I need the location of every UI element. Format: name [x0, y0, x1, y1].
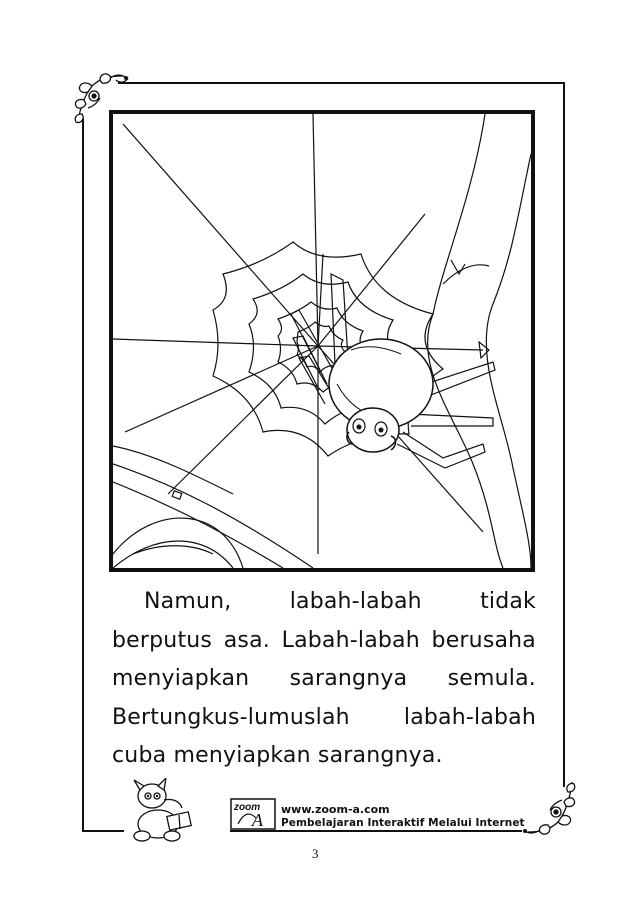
reading-mascot-icon	[128, 778, 202, 842]
frame-left-line	[82, 118, 84, 832]
story-text	[112, 583, 536, 776]
story-word: Labah-labah	[281, 627, 420, 653]
story-line-3	[112, 660, 536, 699]
story-line-4	[112, 699, 536, 738]
story-word: cuba menyiapkan sarangnya.	[112, 743, 443, 768]
brand-tagline: Pembelajaran Interaktif Melalui Internet	[281, 817, 525, 829]
story-line-2	[112, 622, 536, 661]
story-word: Bertungkus-lumuslah	[112, 704, 350, 730]
story-line-5	[112, 737, 536, 776]
page-number: 3	[312, 846, 319, 861]
spider-web-drawing	[113, 114, 531, 568]
story-word: labah-labah	[403, 704, 536, 730]
frame-bottom-line	[82, 830, 124, 832]
story-word: semula.	[447, 666, 536, 691]
frame-top-line	[118, 82, 564, 84]
logo-wordmark: zoom	[234, 802, 261, 813]
website-url[interactable]: www.zoom-a.com	[281, 803, 390, 816]
story-word: sarangnya	[289, 666, 408, 691]
story-word: berusaha	[431, 627, 536, 653]
story-word: Namun,	[144, 589, 232, 614]
story-word: asa.	[223, 627, 270, 653]
spider-web-illustration	[109, 110, 535, 572]
story-word: tidak	[480, 589, 536, 614]
frame-right-line	[563, 82, 565, 787]
footer-rule	[230, 830, 522, 832]
story-word: labah-labah	[289, 589, 422, 614]
story-line-1	[112, 583, 536, 622]
logo-letter: A	[252, 810, 263, 830]
zoom-a-logo	[230, 798, 276, 830]
story-word: menyiapkan	[112, 666, 250, 691]
floral-corner-icon	[522, 780, 580, 840]
story-word: berputus	[112, 627, 213, 653]
